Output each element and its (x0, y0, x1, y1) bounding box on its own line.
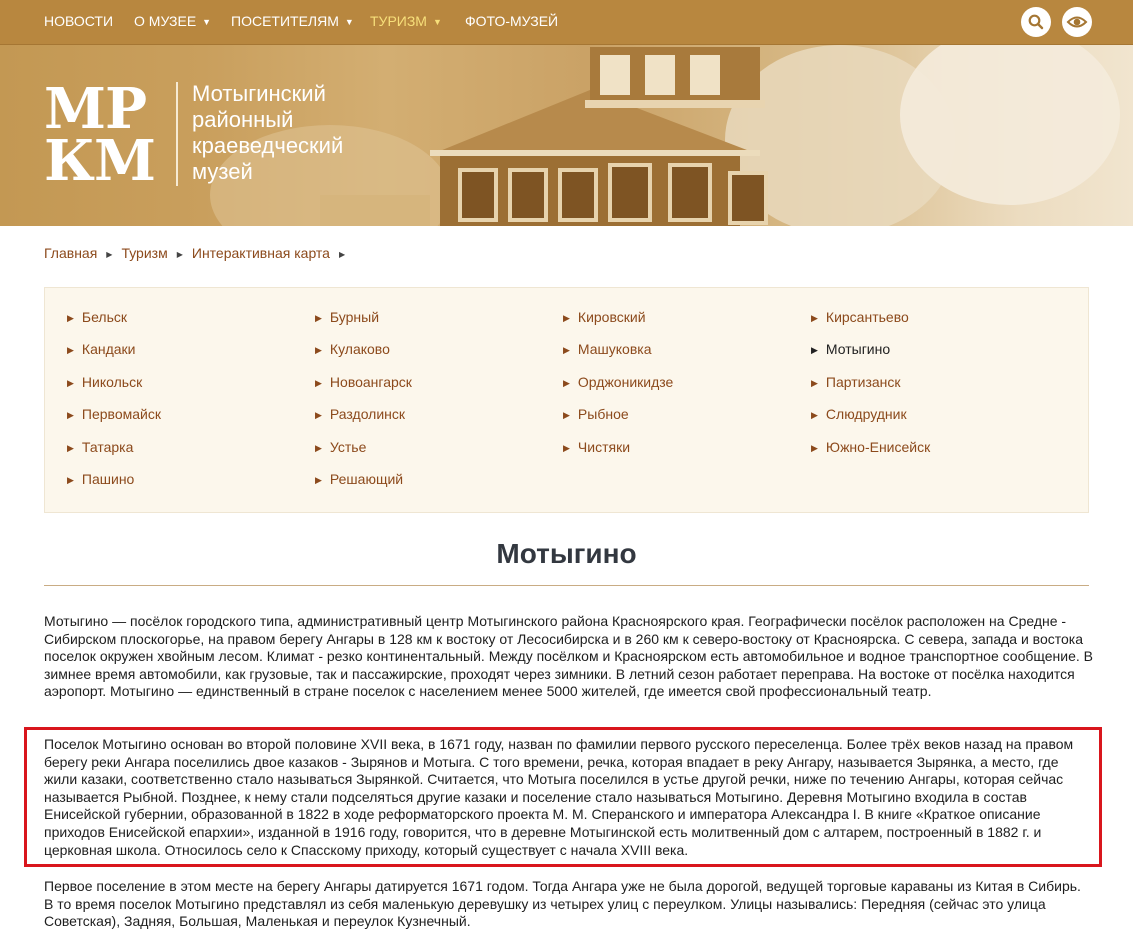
location-link[interactable] (67, 471, 134, 487)
bullet-arrow-icon: ▶ (315, 345, 322, 355)
logo-divider (176, 82, 178, 186)
locations-menu (44, 287, 1089, 513)
location-link[interactable] (563, 406, 629, 422)
bullet-arrow-icon: ▶ (811, 345, 818, 355)
bullet-arrow-icon: ▶ (563, 345, 570, 355)
bullet-arrow-icon: ▶ (811, 410, 818, 420)
logo-mark-bottom: КМ (44, 128, 155, 194)
top-nav (0, 0, 1133, 45)
location-label: Бельск (81, 309, 128, 325)
location-link[interactable] (315, 471, 403, 487)
bullet-arrow-icon: ▶ (563, 313, 570, 323)
location-link[interactable] (811, 374, 901, 390)
location-label: Машуковка (577, 341, 652, 357)
location-label: Кировский (577, 309, 646, 325)
location-link[interactable] (315, 374, 412, 390)
breadcrumb-tourism[interactable]: Туризм (121, 245, 168, 261)
location-label: Татарка (81, 439, 134, 455)
bullet-arrow-icon: ▶ (315, 475, 322, 485)
location-label: Кулаково (329, 341, 390, 357)
location-link[interactable] (315, 341, 390, 357)
location-label: Рыбное (577, 406, 629, 422)
location-label: Орджоникидзе (577, 374, 674, 390)
location-link-current[interactable] (811, 341, 890, 357)
nav-item-label: ПОСЕТИТЕЛЯМ (231, 13, 339, 29)
intro-paragraph: Мотыгино — посёлок городского типа, административный центр Мотыгинского района Красноярского края. Географически посёлок расположен на Средне - Сибирском плоскогорье, на правом берегу Ангары в 128 км к востоку от Лесосибирска и в 260 км к северо-востоку от Красноярска. С севера, запада и востока поселок окружен хвойным лесом. Климат - резко континентальный. Между посёлком и Красноярском есть автомобильное и водное транспортное сообщение. В зимнее время автомобили, как грузовые, так и пассажирские, проходят через зимники. В летний сезон работает переправа. На востоке от посёлка находится аэропорт. Мотыгино — единственный в стране поселок с населением менее 5000 жителей, где имеется свой профессиональный театр. (44, 613, 1093, 700)
breadcrumb-interactive-map[interactable]: Интерактивная карта (191, 245, 330, 261)
breadcrumb-separator-icon: ▶ (338, 250, 346, 259)
nav-item-label: ФОТО-МУЗЕЙ (465, 13, 559, 29)
bullet-arrow-icon: ▶ (67, 443, 74, 453)
bullet-arrow-icon: ▶ (67, 475, 74, 485)
bullet-arrow-icon: ▶ (563, 410, 570, 420)
bullet-arrow-icon: ▶ (811, 313, 818, 323)
location-label: Первомайск (81, 406, 161, 422)
bullet-arrow-icon: ▶ (563, 378, 570, 388)
history-paragraph: Поселок Мотыгино основан во второй половине XVII века, в 1671 году, назван по фамилии первого русского переселенца. Более трёх веков назад на правом берегу реки Ангара поселились двое казаков - Зырянов и Мотыга. С того времени, речка, которая впадает в реку Ангару, называется Зырянка, а место, где жили казаки, соответственно стало называться Зырянкой. Считается, что Мотыга поселился в устье другой речки, ниже по течению Ангары, которая сейчас называется Рыбной. Позднее, к нему стали подселяться другие казаки и поселение стало называться Мотыгино. Деревня Мотыгино входила в состав Енисейской губернии, образованной в 1822 в ходе реформаторского проекта М. М. Сперанского и императора Александра I. В книге «Краткое описание приходов Енисейской епархии», изданной в 1916 году, говорится, что в деревне Мотыгинской есть молитвенный дом с алтарем, построенный в 1882 г. и церковная школа. Относилось село к Спасскому приходу, который существует с начала XVIII века. (44, 736, 1074, 858)
location-link[interactable] (67, 374, 142, 390)
nav-item-label: О МУЗЕЕ (134, 13, 197, 29)
location-label: Бурный (329, 309, 380, 325)
bullet-arrow-icon: ▶ (67, 313, 74, 323)
location-label: Устье (329, 439, 367, 455)
chevron-down-icon: ▼ (432, 17, 442, 27)
nav-item-photo-museum[interactable] (465, 13, 558, 29)
bullet-arrow-icon: ▶ (315, 313, 322, 323)
settlement-paragraph: Первое поселение в этом месте на берегу Ангары датируется 1671 годом. Тогда Ангара уже не была дорогой, ведущей торговые караваны из Китая в Сибирь. В то время поселок Мотыгино представлял из себя маленькую деревушку из четырех улиц с переулком. Улицы назывались: Передняя (сейчас это улица Советская), Задняя, Большая, Маленькая и переулок Кузнечный. (44, 878, 1081, 930)
location-label: Никольск (81, 374, 143, 390)
location-label: Кандаки (81, 341, 136, 357)
chevron-down-icon: ▼ (344, 17, 354, 27)
breadcrumb-home[interactable]: Главная (44, 245, 98, 261)
page-title: Мотыгино (496, 538, 637, 569)
bullet-arrow-icon: ▶ (315, 410, 322, 420)
location-label: Партизанск (825, 374, 901, 390)
eye-icon (1062, 7, 1092, 37)
location-link[interactable] (315, 439, 366, 455)
bullet-arrow-icon: ▶ (67, 378, 74, 388)
nav-item-label: НОВОСТИ (44, 13, 114, 29)
location-link[interactable] (67, 309, 127, 325)
location-link[interactable] (67, 439, 133, 455)
location-link[interactable] (563, 439, 630, 455)
nav-item-label: ТУРИЗМ (370, 13, 427, 29)
bullet-arrow-icon: ▶ (315, 443, 322, 453)
logo-mark-top: МР (44, 76, 147, 142)
location-link[interactable] (811, 439, 930, 455)
location-label: Пашино (81, 471, 135, 487)
bullet-arrow-icon: ▶ (811, 378, 818, 388)
nav-item-visitors[interactable] (231, 13, 354, 29)
chevron-down-icon: ▼ (202, 17, 212, 27)
location-label: Слюдрудник (825, 406, 907, 422)
title-divider (44, 585, 1089, 586)
logo-name-line: краеведческий (192, 133, 344, 158)
location-link[interactable] (563, 374, 673, 390)
header-banner (0, 45, 1133, 226)
search-icon (1021, 7, 1051, 37)
location-label: Раздолинск (329, 406, 406, 422)
bullet-arrow-icon: ▶ (67, 410, 74, 420)
bullet-arrow-icon: ▶ (563, 443, 570, 453)
location-label: Новоангарск (329, 374, 412, 390)
nav-item-news[interactable] (44, 13, 113, 29)
location-label: Мотыгино (825, 341, 891, 357)
bullet-arrow-icon: ▶ (67, 345, 74, 355)
location-link[interactable] (563, 309, 646, 325)
location-label: Южно-Енисейск (825, 439, 931, 455)
breadcrumb-separator-icon: ▶ (176, 250, 183, 259)
location-link[interactable] (811, 406, 907, 422)
logo-name-line: районный (192, 107, 294, 132)
location-link[interactable] (315, 309, 379, 325)
house-illustration (0, 45, 1133, 226)
logo-museum-name (192, 81, 343, 185)
nav-item-tourism[interactable] (370, 13, 442, 29)
location-link[interactable] (67, 341, 136, 357)
nav-item-about[interactable] (134, 13, 211, 29)
location-label: Чистяки (577, 439, 631, 455)
location-link[interactable] (811, 309, 909, 325)
logo-name-line: музей (192, 159, 253, 184)
breadcrumb-separator-icon: ▶ (106, 250, 113, 259)
location-link[interactable] (315, 406, 405, 422)
accessibility-button[interactable] (1062, 7, 1092, 37)
bullet-arrow-icon: ▶ (811, 443, 818, 453)
location-label: Кирсантьево (825, 309, 909, 325)
bullet-arrow-icon: ▶ (315, 378, 322, 388)
breadcrumb (44, 245, 354, 261)
logo-name-line: Мотыгинский (192, 81, 326, 106)
location-link[interactable] (67, 406, 161, 422)
location-label: Решающий (329, 471, 404, 487)
location-link[interactable] (563, 341, 651, 357)
search-button[interactable] (1021, 7, 1051, 37)
